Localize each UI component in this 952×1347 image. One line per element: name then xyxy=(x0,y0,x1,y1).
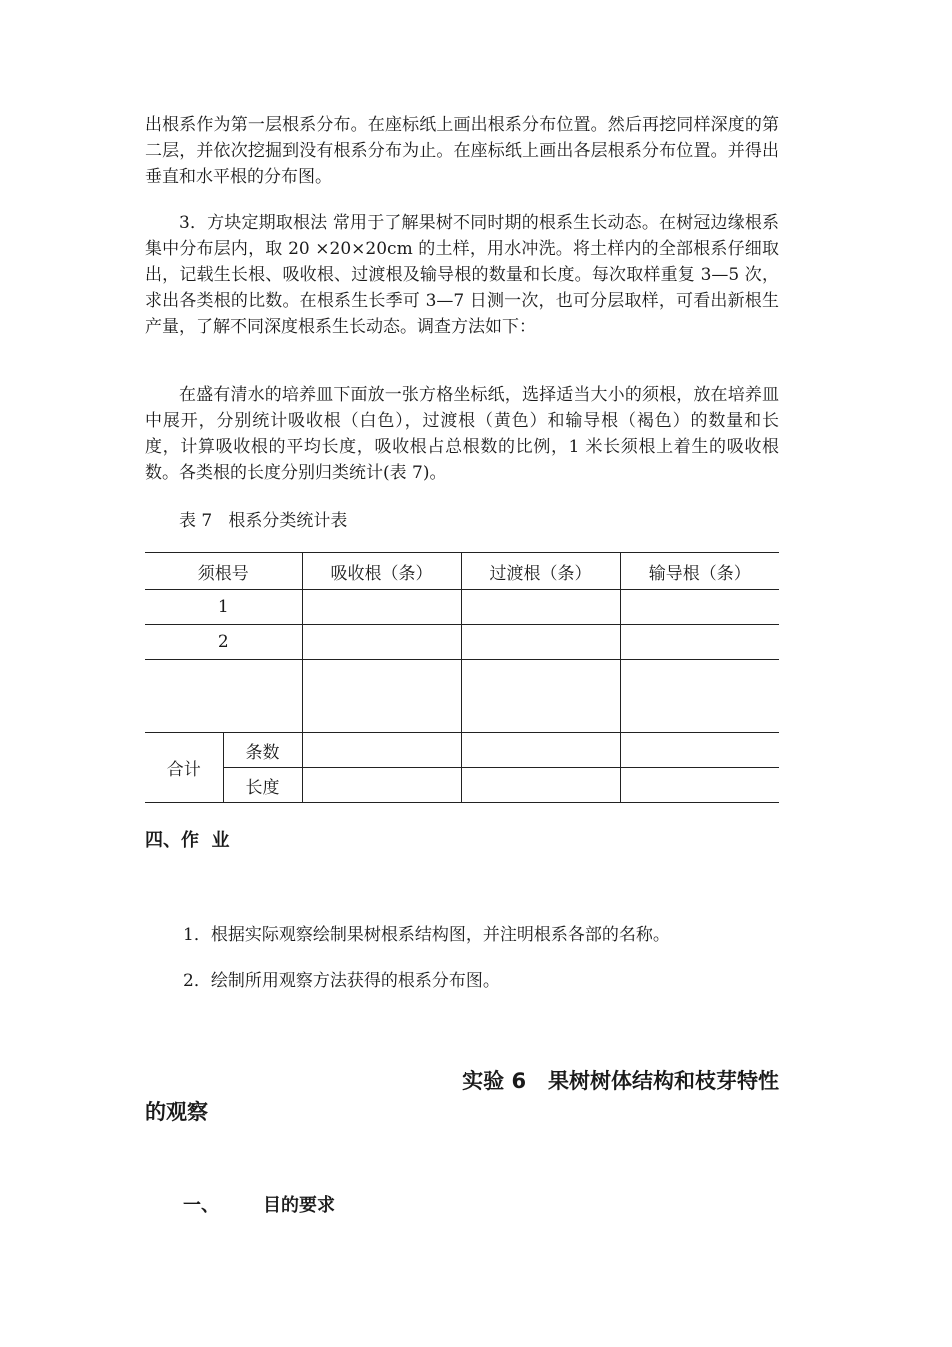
total-sub-length: 长度 xyxy=(223,768,302,803)
table-cell xyxy=(461,625,620,660)
header-transition-root: 过渡根（条） xyxy=(461,553,620,590)
paragraph-petri-dish-procedure: 在盛有清水的培养皿下面放一张方格坐标纸，选择适当大小的须根，放在培养皿中展开，分别统计吸收根（白色），过渡根（黄色）和输导根（褐色）的数量和长度，计算吸收根的平均长度，吸收根占总根数的比例，1 米长须根上着生的吸收根数。各类根的长度分别归类统计(表 7)。 xyxy=(145,385,779,483)
table-cell xyxy=(461,590,620,625)
section-title: 目的要求 xyxy=(263,1195,335,1216)
table-cell xyxy=(461,660,620,733)
table-cell xyxy=(620,768,779,803)
header-absorbing-root: 吸收根（条） xyxy=(302,553,461,590)
paragraph-block-sampling-method: 3．方块定期取根法 常用于了解果树不同时期的根系生长动态。在树冠边缘根系集中分布层内，取 20 ×20×20cm 的土样，用水冲洗。将土样内的全部根系仔细取出，记载生长根、吸收根、过渡根及输导根的数量和长度。每次取样重复 3—5 次，求出各类根的比数。在根系生长季可 3—7 日测一次，也可分层取样，可看出新根生产量，了解不同深度根系生长动态。调查方法如下： xyxy=(145,213,779,337)
section-number: 一、 xyxy=(183,1195,219,1216)
header-root-number: 须根号 xyxy=(145,553,302,590)
table-cell xyxy=(620,625,779,660)
paragraph-root-layers: 出根系作为第一层根系分布。在座标纸上画出根系分布位置。然后再挖同样深度的第二层，并依次挖掘到没有根系分布为止。在座标纸上画出各层根系分布位置。并得出垂直和水平根的分布图。 xyxy=(145,115,779,187)
section-heading xyxy=(183,1191,335,1217)
table-caption: 表 7 根系分类统计表 xyxy=(179,511,348,531)
table-row-blank xyxy=(145,660,779,733)
table-cell xyxy=(302,768,461,803)
table-row xyxy=(145,590,779,625)
homework-heading: 四、作 业 xyxy=(145,830,230,851)
root-classification-table xyxy=(145,552,779,803)
table-row-total-count xyxy=(145,733,779,768)
table-cell xyxy=(302,660,461,733)
total-label: 合计 xyxy=(145,733,223,803)
table-cell xyxy=(302,625,461,660)
header-conducting-root: 输导根（条） xyxy=(620,553,779,590)
experiment-title: 实验 6 果树树体结构和枝芽特性 xyxy=(462,1069,779,1093)
row-label: 2 xyxy=(145,625,302,660)
homework-item: 1．根据实际观察绘制果树根系结构图，并注明根系各部的名称。 xyxy=(183,925,670,945)
homework-item: 2．绘制所用观察方法获得的根系分布图。 xyxy=(183,971,500,991)
table-cell xyxy=(461,733,620,768)
experiment-title-continued: 的观察 xyxy=(145,1100,208,1124)
table-cell xyxy=(461,768,620,803)
table-row-total-length xyxy=(145,768,779,803)
table-cell xyxy=(620,733,779,768)
table-row xyxy=(145,625,779,660)
table-cell xyxy=(302,590,461,625)
table-cell xyxy=(145,660,302,733)
table-header-row xyxy=(145,553,779,590)
total-sub-count: 条数 xyxy=(223,733,302,768)
row-label: 1 xyxy=(145,590,302,625)
table-cell xyxy=(620,590,779,625)
table-cell xyxy=(620,660,779,733)
table-cell xyxy=(302,733,461,768)
